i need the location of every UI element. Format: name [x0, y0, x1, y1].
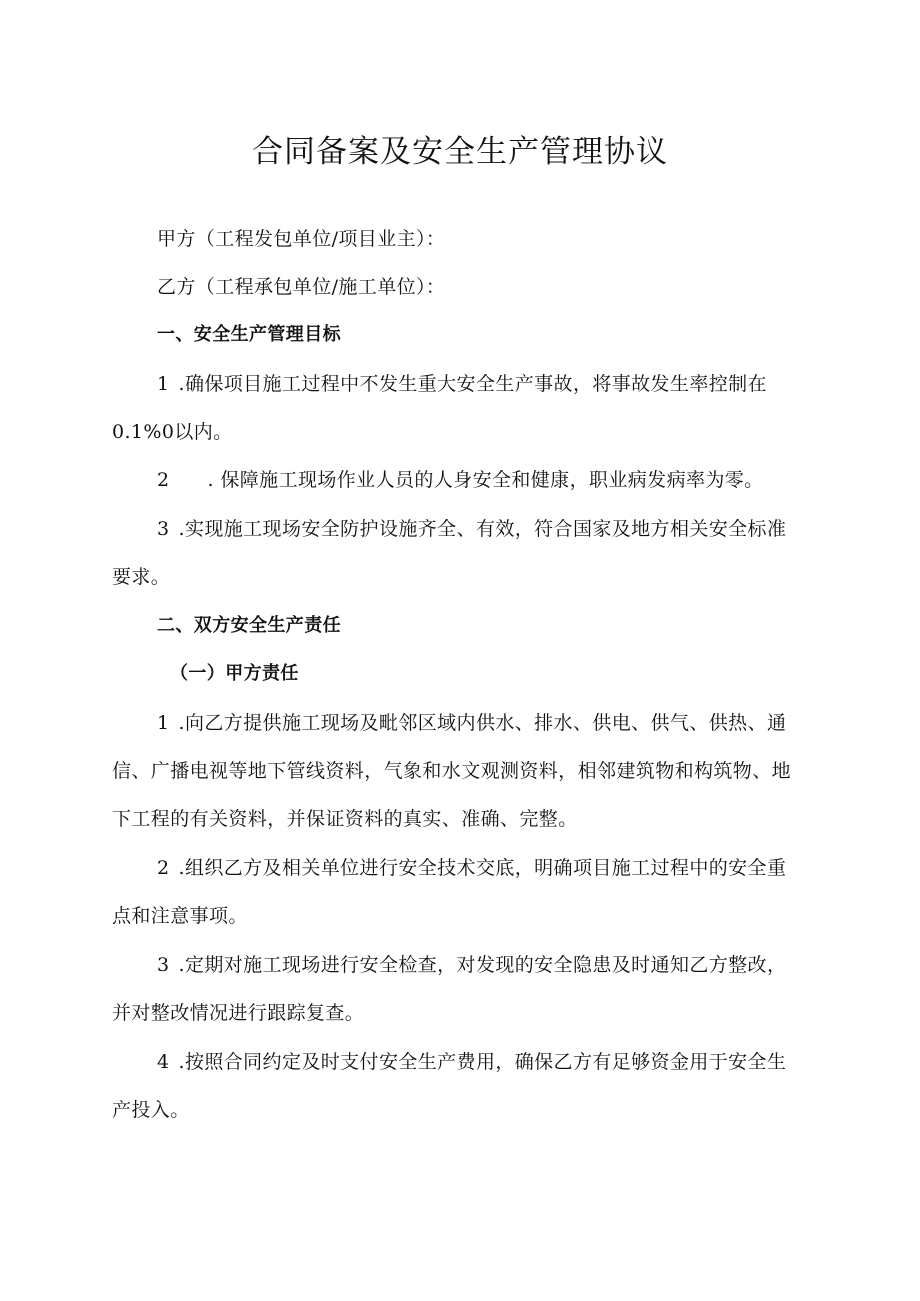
item-text: .向乙方提供施工现场及毗邻区域内供水、排水、供电、供气、供热、通 — [178, 712, 787, 734]
item-number: 1 — [157, 373, 170, 395]
section-1-item-3-cont: 要求。 — [112, 566, 171, 588]
item-number: 3 — [157, 954, 170, 976]
section-2-item-3 — [157, 953, 786, 977]
item-text: .确保项目施工过程中不发生重大安全生产事故，将事故发生率控制在 — [178, 373, 767, 395]
section-2-item-3-cont: 并对整改情况进行跟踪复查。 — [112, 1002, 365, 1024]
item-number: 2 — [157, 857, 170, 879]
section-1-item-1-cont: 0.1%0以内。 — [112, 421, 233, 443]
section-2-item-1-cont-2: 下工程的有关资料，并保证资料的真实、准确、完整。 — [112, 808, 578, 830]
section-2-subheading: （一）甲方责任 — [170, 663, 299, 684]
section-1-item-3 — [157, 517, 786, 541]
item-number: 4 — [157, 1051, 170, 1073]
section-1-item-2 — [157, 468, 764, 492]
party-b-line: 乙方（工程承包单位/施工单位）： — [157, 276, 446, 298]
section-2-item-2 — [157, 856, 786, 880]
section-2-item-4-cont: 产投入。 — [112, 1099, 190, 1121]
party-a-line: 甲方（工程发包单位/项目业主）： — [157, 228, 446, 250]
section-2-heading: 二、双方安全生产责任 — [157, 615, 341, 636]
section-2-item-1 — [157, 711, 786, 735]
section-2-item-1-cont-1: 信、广播电视等地下管线资料，气象和水文观测资料，相邻建筑物和构筑物、地 — [112, 760, 792, 782]
item-text: .定期对施工现场进行安全检查，对发现的安全隐患及时通知乙方整改， — [178, 954, 787, 976]
item-number: 2 — [157, 469, 170, 491]
item-text: .组织乙方及相关单位进行安全技术交底，明确项目施工过程中的安全重 — [178, 857, 787, 879]
item-text: .实现施工现场安全防护设施齐全、有效，符合国家及地方相关安全标准 — [178, 518, 787, 540]
section-2-item-4 — [157, 1050, 786, 1074]
item-number: 3 — [157, 518, 170, 540]
item-text: .按照合同约定及时支付安全生产费用，确保乙方有足够资金用于安全生 — [178, 1051, 787, 1073]
section-1-heading: 一、安全生产管理目标 — [157, 324, 341, 345]
section-1-item-1 — [157, 372, 767, 396]
item-text: . 保障施工现场作业人员的人身安全和健康，职业病发病率为零。 — [207, 469, 764, 491]
item-number: 1 — [157, 712, 170, 734]
section-2-item-2-cont: 点和注意事项。 — [112, 905, 248, 927]
document-title: 合同备案及安全生产管理协议 — [252, 134, 668, 170]
